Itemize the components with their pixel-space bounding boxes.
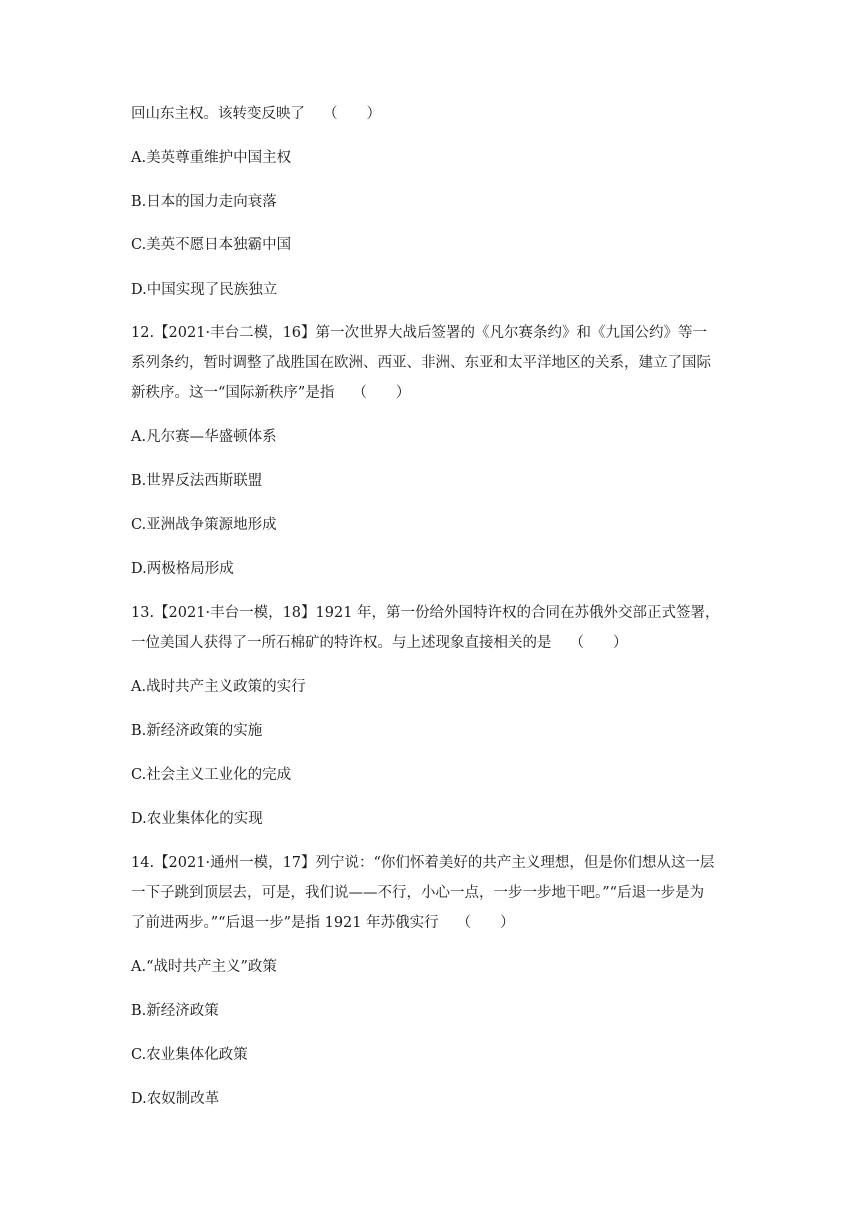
option-b: B.世界反法西斯联盟 [131, 473, 263, 489]
question-12-stem-line-3: 新秩序。这一“国际新秩序”是指 （ ） [131, 385, 411, 401]
question-12-stem-line-1: 12.【2021·丰台二模，16】第一次世界大战后签署的《凡尔赛条约》和《九国公约》等一 [131, 325, 708, 341]
option-d: D.农奴制改革 [131, 1091, 220, 1107]
question-11-stem: 回山东主权。该转变反映了 （ ） [131, 106, 381, 122]
question-14-stem-line-2: 一下子跳到顶层去，可是，我们说——不行，小心一点，一步一步地干吧。”“后退一步是为 [131, 885, 705, 901]
option-c: C.亚洲战争策源地形成 [131, 517, 277, 533]
option-a: A.美英尊重维护中国主权 [131, 150, 292, 166]
option-c: C.社会主义工业化的完成 [131, 767, 292, 783]
option-b: B.新经济政策 [131, 1003, 219, 1019]
question-14-stem-line-1: 14.【2021·通州一模，17】列宁说：“你们怀着美好的共产主义理想，但是你们想从这一层 [131, 855, 715, 871]
question-14-stem-line-3: 了前进两步。”“后退一步”是指 1921 年苏俄实行 （ ） [131, 915, 515, 931]
answer-blank: （ ） [323, 106, 381, 122]
option-b: B.新经济政策的实施 [131, 723, 263, 739]
option-a: A.“战时共产主义”政策 [131, 959, 277, 975]
option-c: C.农业集体化政策 [131, 1047, 248, 1063]
option-d: D.两极格局形成 [131, 561, 234, 577]
option-a: A.战时共产主义政策的实行 [131, 679, 306, 695]
option-a: A.凡尔赛—华盛顿体系 [131, 429, 277, 445]
answer-blank: （ ） [456, 915, 515, 931]
question-13-stem-line-2: 一位美国人获得了一所石棉矿的特许权。与上述现象直接相关的是 （ ） [131, 635, 628, 651]
question-13-stem-line-1: 13.【2021·丰台一模，18】1921 年，第一份给外国特许权的合同在苏俄外交部正式签署， [131, 605, 720, 621]
answer-blank: （ ） [569, 635, 628, 651]
question-12-stem-line-2: 系列条约，暂时调整了战胜国在欧洲、西亚、非洲、东亚和太平洋地区的关系，建立了国际 [131, 355, 711, 371]
option-d: D.农业集体化的实现 [131, 811, 263, 827]
option-c: C.美英不愿日本独霸中国 [131, 237, 292, 253]
option-d: D.中国实现了民族独立 [131, 282, 278, 298]
answer-blank: （ ） [352, 385, 411, 401]
option-b: B.日本的国力走向衰落 [131, 194, 277, 210]
